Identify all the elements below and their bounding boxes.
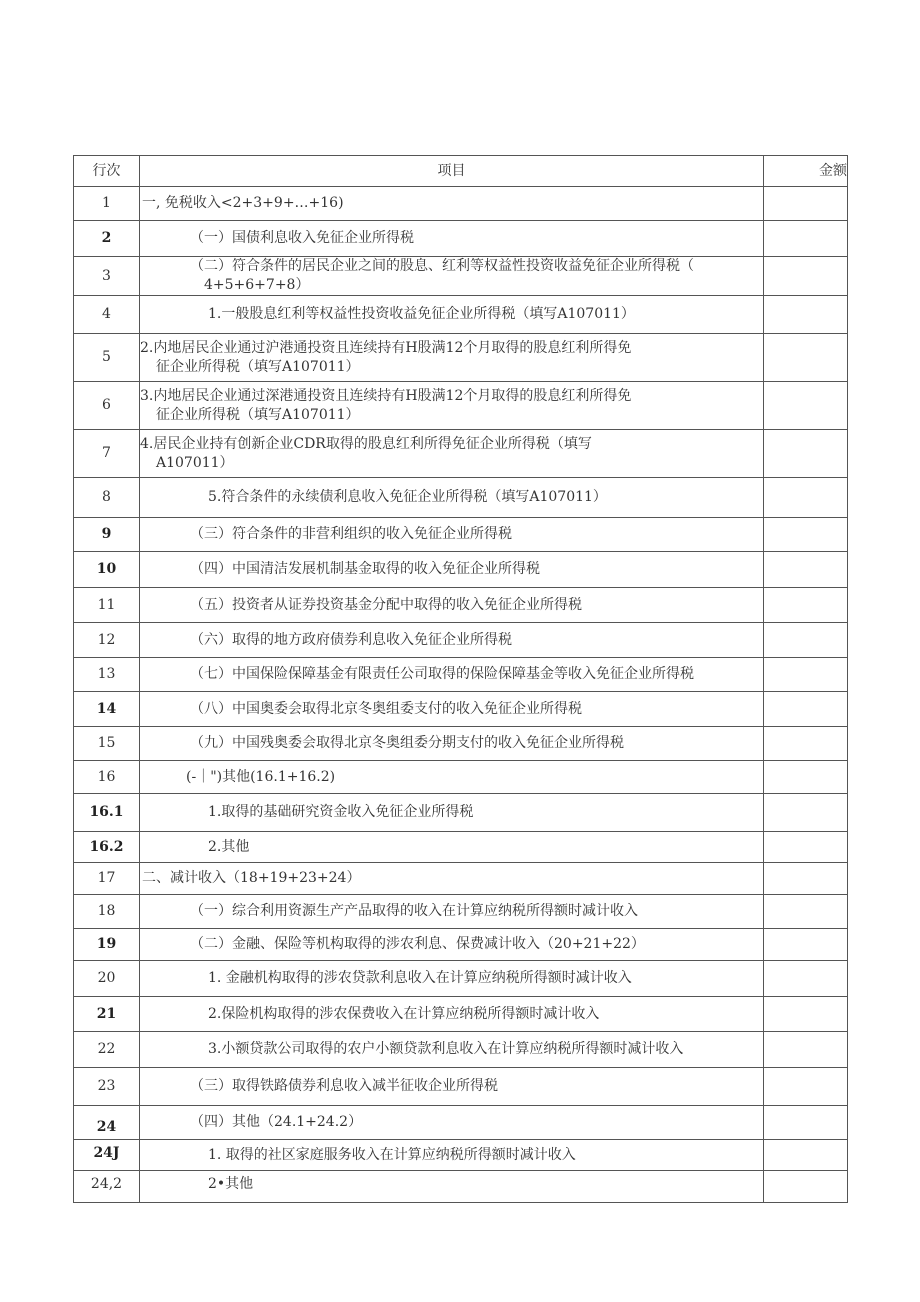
row-number: 2 bbox=[74, 221, 140, 257]
row-amount[interactable] bbox=[764, 588, 848, 623]
row-number: 17 bbox=[74, 863, 140, 895]
row-number: 7 bbox=[74, 430, 140, 478]
row-item: 2.其他 bbox=[140, 832, 764, 863]
table-row bbox=[74, 296, 848, 334]
row-item: (-｜")其他(16.1+16.2) bbox=[140, 761, 764, 794]
row-number: 22 bbox=[74, 1032, 140, 1068]
row-number: 16.2 bbox=[74, 832, 140, 863]
row-item: 2•其他 bbox=[140, 1171, 764, 1203]
table-row bbox=[74, 430, 848, 478]
row-amount[interactable] bbox=[764, 623, 848, 658]
row-number: 3 bbox=[74, 257, 140, 296]
row-amount[interactable] bbox=[764, 1032, 848, 1068]
row-amount[interactable] bbox=[764, 727, 848, 761]
row-number: 6 bbox=[74, 382, 140, 430]
row-amount[interactable] bbox=[764, 478, 848, 518]
row-number: 9 bbox=[74, 518, 140, 552]
row-amount[interactable] bbox=[764, 257, 848, 296]
row-amount[interactable] bbox=[764, 1106, 848, 1140]
row-number: 8 bbox=[74, 478, 140, 518]
table-row bbox=[74, 727, 848, 761]
table-row bbox=[74, 761, 848, 794]
row-number: 1 bbox=[74, 187, 140, 221]
table-header-row bbox=[74, 156, 848, 187]
row-item: （一）国债利息收入免征企业所得税 bbox=[140, 221, 764, 257]
row-item: （八）中国奥委会取得北京冬奥组委支付的收入免征企业所得税 bbox=[140, 692, 764, 727]
row-amount[interactable] bbox=[764, 794, 848, 832]
row-amount[interactable] bbox=[764, 961, 848, 997]
row-item: （一）综合利用资源生产产品取得的收入在计算应纳税所得额时减计收入 bbox=[140, 895, 764, 929]
row-item: 4.居民企业持有创新企业CDR取得的股息红利所得免征企业所得税（填写 A107011） bbox=[140, 430, 764, 478]
table-row bbox=[74, 863, 848, 895]
row-item: 1.取得的基础研究资金收入免征企业所得税 bbox=[140, 794, 764, 832]
header-row-no: 行次 bbox=[74, 156, 140, 187]
table-row bbox=[74, 692, 848, 727]
row-number: 10 bbox=[74, 552, 140, 588]
row-item: 3.内地居民企业通过深港通投资且连续持有H股满12个月取得的股息红利所得免 征企业所得税（填写A107011） bbox=[140, 382, 764, 430]
table-row bbox=[74, 1068, 848, 1106]
row-number: 16.1 bbox=[74, 794, 140, 832]
table-row bbox=[74, 187, 848, 221]
row-item: 5.符合条件的永续债利息收入免征企业所得税（填写A107011） bbox=[140, 478, 764, 518]
table-row bbox=[74, 997, 848, 1032]
table-row bbox=[74, 334, 848, 382]
table-row bbox=[74, 382, 848, 430]
row-number: 20 bbox=[74, 961, 140, 997]
table-row bbox=[74, 961, 848, 997]
row-number: 23 bbox=[74, 1068, 140, 1106]
row-amount[interactable] bbox=[764, 1068, 848, 1106]
row-number: 11 bbox=[74, 588, 140, 623]
table-row bbox=[74, 257, 848, 296]
row-amount[interactable] bbox=[764, 863, 848, 895]
row-number: 15 bbox=[74, 727, 140, 761]
row-amount[interactable] bbox=[764, 334, 848, 382]
table-row bbox=[74, 518, 848, 552]
row-item: （九）中国残奥委会取得北京冬奥组委分期支付的收入免征企业所得税 bbox=[140, 727, 764, 761]
table-row bbox=[74, 1032, 848, 1068]
row-amount[interactable] bbox=[764, 997, 848, 1032]
row-amount[interactable] bbox=[764, 187, 848, 221]
table-row bbox=[74, 929, 848, 961]
tax-exempt-income-table bbox=[73, 155, 848, 1203]
table-row bbox=[74, 1171, 848, 1203]
row-item: （四）其他（24.1+24.2） bbox=[140, 1106, 764, 1140]
row-amount[interactable] bbox=[764, 430, 848, 478]
row-item: （七）中国保险保障基金有限责任公司取得的保险保障基金等收入免征企业所得税 bbox=[140, 658, 764, 692]
table-row bbox=[74, 221, 848, 257]
table-row bbox=[74, 1140, 848, 1171]
table-row bbox=[74, 658, 848, 692]
row-amount[interactable] bbox=[764, 895, 848, 929]
row-amount[interactable] bbox=[764, 552, 848, 588]
table-row bbox=[74, 794, 848, 832]
row-number: 4 bbox=[74, 296, 140, 334]
row-amount[interactable] bbox=[764, 692, 848, 727]
row-item: （六）取得的地方政府债券利息收入免征企业所得税 bbox=[140, 623, 764, 658]
row-item: （三）取得铁路债券利息收入减半征收企业所得税 bbox=[140, 1068, 764, 1106]
table-row bbox=[74, 895, 848, 929]
row-item: 二、减计收入（18+19+23+24） bbox=[140, 863, 764, 895]
table-row bbox=[74, 478, 848, 518]
table-row bbox=[74, 832, 848, 863]
row-number: 24J bbox=[74, 1140, 140, 1171]
row-item: （五）投资者从证券投资基金分配中取得的收入免征企业所得税 bbox=[140, 588, 764, 623]
header-item: 项目 bbox=[140, 156, 764, 187]
table-row bbox=[74, 588, 848, 623]
row-number: 21 bbox=[74, 997, 140, 1032]
row-amount[interactable] bbox=[764, 1140, 848, 1171]
row-number: 18 bbox=[74, 895, 140, 929]
row-item: （三）符合条件的非营利组织的收入免征企业所得税 bbox=[140, 518, 764, 552]
row-amount[interactable] bbox=[764, 382, 848, 430]
row-item: 1.一般股息红利等权益性投资收益免征企业所得税（填写A107011） bbox=[140, 296, 764, 334]
table-row bbox=[74, 552, 848, 588]
header-amount: 金额 bbox=[764, 156, 848, 187]
row-item: （二）金融、保险等机构取得的涉农利息、保费减计收入（20+21+22） bbox=[140, 929, 764, 961]
row-item: （二）符合条件的居民企业之间的股息、红利等权益性投资收益免征企业所得税（ 4+5+6+7+8） bbox=[140, 257, 764, 296]
row-amount[interactable] bbox=[764, 296, 848, 334]
row-number: 19 bbox=[74, 929, 140, 961]
row-item: （四）中国清洁发展机制基金取得的收入免征企业所得税 bbox=[140, 552, 764, 588]
row-number: 24 bbox=[74, 1106, 140, 1140]
row-item: 一, 免税收入<2+3+9+…+16) bbox=[140, 187, 764, 221]
row-amount[interactable] bbox=[764, 518, 848, 552]
row-item: 2.保险机构取得的涉农保费收入在计算应纳税所得额时减计收入 bbox=[140, 997, 764, 1032]
row-item: 3.小额贷款公司取得的农户小额贷款利息收入在计算应纳税所得额时减计收入 bbox=[140, 1032, 764, 1068]
row-number: 12 bbox=[74, 623, 140, 658]
row-amount[interactable] bbox=[764, 1171, 848, 1203]
row-amount[interactable] bbox=[764, 761, 848, 794]
row-number: 16 bbox=[74, 761, 140, 794]
row-number: 24,2 bbox=[74, 1171, 140, 1203]
row-amount[interactable] bbox=[764, 832, 848, 863]
row-item: 1. 取得的社区家庭服务收入在计算应纳税所得额时减计收入 bbox=[140, 1140, 764, 1171]
table-row bbox=[74, 1106, 848, 1140]
row-amount[interactable] bbox=[764, 658, 848, 692]
row-amount[interactable] bbox=[764, 929, 848, 961]
row-amount[interactable] bbox=[764, 221, 848, 257]
row-number: 13 bbox=[74, 658, 140, 692]
table-row bbox=[74, 623, 848, 658]
row-item: 1. 金融机构取得的涉农贷款利息收入在计算应纳税所得额时减计收入 bbox=[140, 961, 764, 997]
row-item: 2.内地居民企业通过沪港通投资且连续持有H股满12个月取得的股息红利所得免 征企业所得税（填写A107011） bbox=[140, 334, 764, 382]
row-number: 5 bbox=[74, 334, 140, 382]
row-number: 14 bbox=[74, 692, 140, 727]
